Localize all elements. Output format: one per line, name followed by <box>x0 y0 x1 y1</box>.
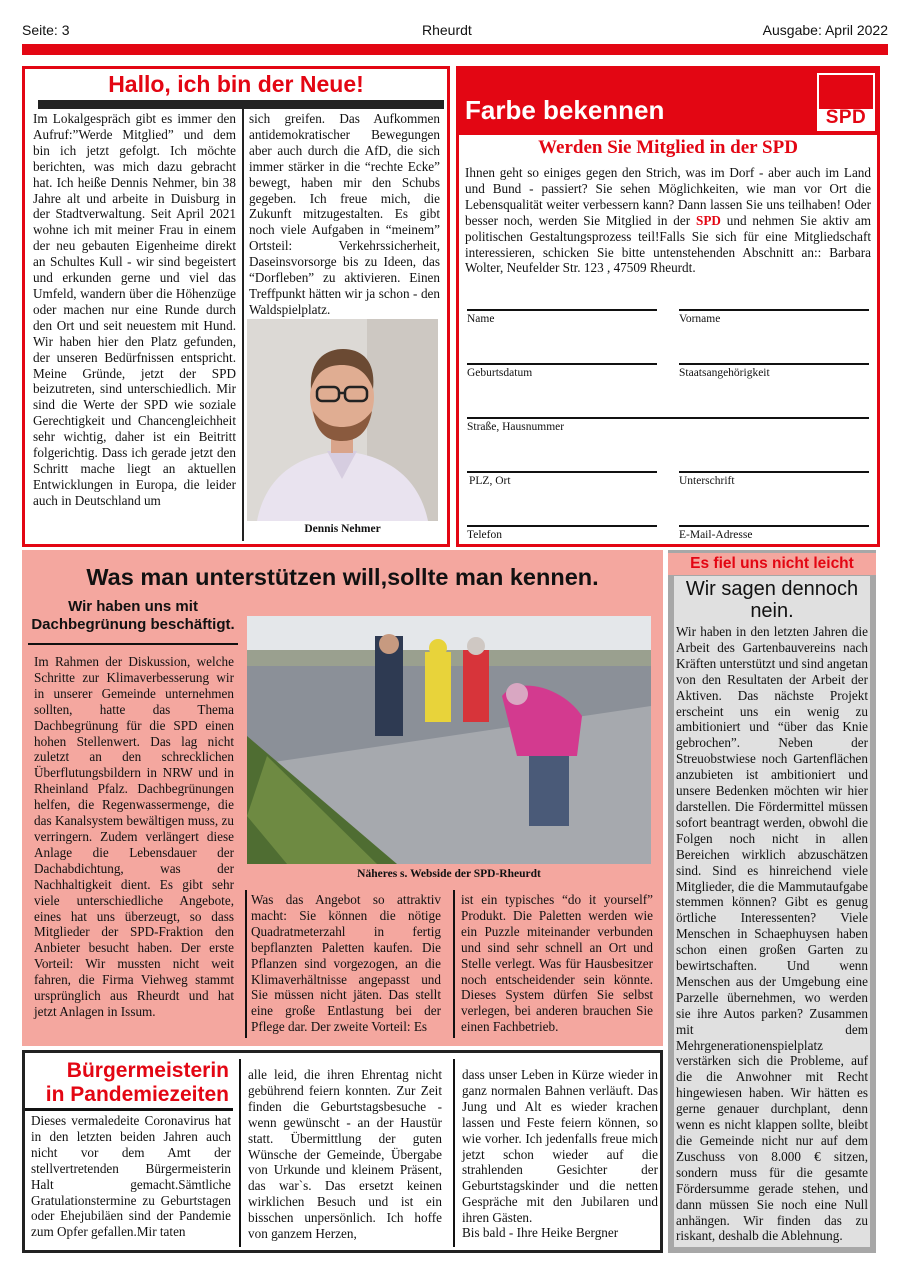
article-column-1: Dieses vermaledeite Coronavirus hat in den letzten beiden Jahren auch nicht vor dem Amt der stellvertretenden Bürgermeisterin Halt gemacht.Sämtliche Gratulationstermine zu Geburtstagen oder Ehejubiläen sind der Pandemie zum Opfer gefallen.Mir taten <box>31 1113 231 1240</box>
photo-caption: Dennis Nehmer <box>304 523 381 535</box>
field-label-vorname: Vorname <box>679 313 721 325</box>
article-column-2: sich greifen. Das Aufkommen antidemokratischer Bewegungen aber auch durch die AfD, die sich immer stärker in die “rechte Ecke” bewegt, haben mir den Schubs gegeben. Ich freue mich, die Zukunft mitzugestalten. Es gibt noch viele Aufgaben in “meinem” Ortsteil: Verkehrssicherheit, Daseinsvorsorge bis zu Ideen, das “Dorfleben” zu aktivieren. Einen Treffpunkt hätten wir ja schon - den Waldspielplatz. <box>249 111 440 317</box>
place-name: Rheurdt <box>422 22 472 38</box>
intro-text-after: und nehmen Sie aktiv am politischen Gestaltungsprozess teil!Falls Sie sich für eine Mitgliedschaft interessieren, schicken Sie bitte untenstehenden Abschnitt an:: Barbara Wolter, Neufelder Str. 123 , 47509 Rheurdt. <box>465 212 871 276</box>
spd-logo-text: SPD <box>825 107 867 128</box>
article-title-line-1: Bürgermeisterin <box>66 1059 229 1082</box>
article-buergermeisterin <box>22 1050 663 1253</box>
article-dach <box>22 550 663 1046</box>
field-label-unterschrift: Unterschrift <box>679 475 735 487</box>
article-neue <box>22 66 450 547</box>
article-title: Was man unterstützen will,sollte man kennen. <box>86 564 599 590</box>
field-label-staatsangehoerigkeit: Staatsangehörigkeit <box>679 367 770 379</box>
field-label-telefon: Telefon <box>467 529 502 541</box>
article-farbe <box>456 66 880 547</box>
article-column-3: ist ein typisches “do it yourself” Produkt. Die Paletten werden wie ein Puzzle miteinander verbunden und sind sehr schnell an Ort und Stelle verlegt. Was für Hausbesitzer noch entscheidender sein könnte. Dieses System dürfen Sie selbst verlegen, bei anderen brauchen Sie einen Fachbetrieb. <box>461 892 653 1035</box>
page-header <box>22 20 888 40</box>
article-column-1: Im Rahmen der Diskussion, welche Schritte zur Klimaverbesserung wir in unserer Gemeinde unternehmen sollten, hatte das Thema Dachbegrünung für die SPD einen hohen Stellenwert. Das lag nicht zuletzt an den schrecklichen Überflutungsbildern in NRW und in Rheinland Pfalz. Dachbegrünungen helfen, die Regenwassermenge, die das Kanalsystem bewältigen muss, zu verringern. Zudem verlängert diese Anlage die Lebensdauer der Dachabdichtung, was der Nachhaltigkeit dient. Es gibt sehr viele unterschiedliche Angebote, eines hat uns überzeugt, so dass Mitglieder der SPD-Fraktion den Anbieter besucht haben. Der erste Vorteil: Wir mussten nicht weit fahren, die Firma Viehweg stammt ursprünglich aus Rheurdt und hat jetzt Anlagen in Issum. <box>34 654 234 1019</box>
field-label-email: E-Mail-Adresse <box>679 529 753 541</box>
page-number: Seite: 3 <box>22 22 70 38</box>
portrait-photo <box>247 319 438 521</box>
form-line <box>679 471 869 473</box>
article-nein-body <box>674 576 870 1247</box>
header-red-bar <box>22 44 888 55</box>
form-line <box>467 417 869 419</box>
column-divider <box>245 890 247 1038</box>
title-rule <box>38 100 444 109</box>
article-column-1: Im Lokalgespräch gibt es immer den Aufruf:”Werde Mitglied” und dem bin ich jetzt gefolgt. Ich möchte berichten, was mich dazu gebracht hat. Ich heiße Dennis Nehmer, bin 38 Jahre alt und arbeite in Duisburg in der Stadtverwaltung. Seit April 2021 wohne ich mit meiner Frau in einem der neu gebauten Eigenheime direkt an Schultes Kull - wir sind begeistert und erkunden gerne und viel das Umfeld, wandern über die Höhenzüge oder machen nur eine Runde durch den Ort und seit neuestem mit Hund. Wir haben hier den Platz gefunden, der unseren Bedürfnissen entspricht. Meine Gründe, jetzt der SPD beizutreten, sind unterschiedlich. Mir sind die Werte der SPD wie soziale Gerechtigkeit und Chancengleichheit sehr wichtig, daher ist ein Beitritt folgerichtig. Dass ich gerade jetzt den Schritt mache liegt an aktuellen Entwicklungen in Europa, die leider auch in Deutschland um <box>33 111 236 508</box>
article-title-line-2: in Pandemiezeiten <box>45 1083 229 1106</box>
column-divider <box>239 1059 241 1247</box>
form-line <box>679 525 869 527</box>
article-signature: Bis bald - Ihre Heike Bergner <box>462 1225 619 1240</box>
roof-garden-illustration <box>247 616 651 864</box>
intro-text-before: Ihnen geht so einiges gegen den Strich, was im Dorf - aber auch im Land und Bund - passiert? Sie sehen Möglichkeiten, wie man vor Ort die Lebensqualität weiter verbessern kann? Dann lassen Sie uns teilhaben! Oder besser noch, werden Sie Mitglied in der <box>465 165 871 228</box>
article-subtitle: Wir haben uns mit Dachbegrünung beschäftigt. <box>31 598 235 633</box>
article-column-2: Was das Angebot so attraktiv macht: Sie können die nötige Quadratmeterzahl in fertig bepflanzten Paletten kaufen. Die Pflanzen sind vorgezogen, an die Klimaverhältnisse angepasst und Sie müssen nicht jäten. Das stellt eine große Entlastung bei der Pflege dar. Der zweite Vorteil: Es <box>251 892 441 1035</box>
field-label-name: Name <box>467 313 495 325</box>
intro-spd: SPD <box>695 212 721 228</box>
form-line <box>679 363 869 365</box>
issue-label: Ausgabe: April 2022 <box>762 22 888 38</box>
article-text: Wir haben in den letzten Jahren die Arbeit des Gartenbauvereins nach Kräften unterstützt und sind angetan von den Resultaten der Arbeit der Aktiven. Das nächste Projekt erscheint uns ein wenig zu ambitioniert und “über das Knie gebrochen”. Neben der Streuobstwiese noch Gartenflächen anzubieten ist ambitioniert und unsere Bedenken möchten wir hier darstellen. Die Fördermittel müssen sofort beantragt werden, obwohl die Folgen noch nicht in allen Bereichen wirklich abzuschätzen sind. Sind es hinreichend viele Mitglieder, die die Mammutaufgabe stemmen können? Gibt es genug örtliche Interessenten? Viele Menschen in Schaephuysen haben schon einen großen Garten zu bewirtschaften. Und wenn Menschen aus der Umgebung eine Parzelle übernehmen, wo werden sie ihre Autos parken? Zusammen mit dem Mehrgenerationenspielplatz verstärken sich die Probleme, auf die die Anwohner mit Recht hingewiesen haben. Wir hätten es gerne genauer durchplant, denn wenn es nicht klappen sollte, bleibt die Gemeinde nicht nur auf dem Zuschuss von 8.000 € sitzen, sondern muss für die gesamte Fördersumme gerade stehen, und dann müssen Sie noch eine Null anhängen. Wir finden das zu riskant, deshalb die Ablehnung. <box>676 624 868 1244</box>
article-column-2: alle leid, die ihren Ehrentag nicht gebührend feiern konnten. Zur Zeit finden die Geburtstagsbesuche - wenn gewünscht - an der Haustür statt. Übermittlung der guten Wünsche der Gemeinde, Übergabe von Urkunde und kleinem Präsent, das war`s. Das ersetzt keinen wirklichen Besuch und ist ein bisschen unpersönlich. Ich hoffe von ganzem Herzen, <box>248 1067 442 1242</box>
article-title: Wir sagen dennoch nein. <box>685 578 859 622</box>
article-column-3: dass unser Leben in Kürze wieder in ganz normalen Bahnen verläuft. Das Jung und Alt es wieder krachen lassen und Feste feiern können, so wie vorher. Ich jedenfalls freue mich jetzt schon wieder auf die strahlenden Gesichter der Geburtstagskinder und die netten Gespräche mit den Jubilaren und ihren Gästen. <box>462 1067 658 1226</box>
article-title: Farbe bekennen <box>465 95 665 125</box>
column-divider <box>453 890 455 1038</box>
form-line <box>467 471 657 473</box>
spd-logo <box>817 73 875 131</box>
article-nein <box>668 550 876 1253</box>
subtitle-rule <box>28 643 238 645</box>
form-line <box>467 525 657 527</box>
title-rule <box>25 1108 233 1111</box>
field-label-strasse: Straße, Hausnummer <box>467 421 565 433</box>
form-line <box>679 309 869 311</box>
photo-caption: Näheres s. Webside der SPD-Rheurdt <box>357 868 541 880</box>
column-divider <box>242 109 244 541</box>
article-banner: Es fiel uns nicht leicht <box>668 553 876 575</box>
form-line <box>467 309 657 311</box>
article-title: Hallo, ich bin der Neue! <box>108 71 364 97</box>
field-label-plz-ort: PLZ, Ort <box>469 475 511 487</box>
portrait-illustration <box>247 319 438 521</box>
roof-garden-photo <box>247 616 651 864</box>
form-line <box>467 363 657 365</box>
column-divider <box>453 1059 455 1247</box>
article-subtitle: Werden Sie Mitglied in der SPD <box>538 137 798 158</box>
farbe-intro <box>465 165 871 276</box>
field-label-geburtsdatum: Geburtsdatum <box>467 367 533 379</box>
